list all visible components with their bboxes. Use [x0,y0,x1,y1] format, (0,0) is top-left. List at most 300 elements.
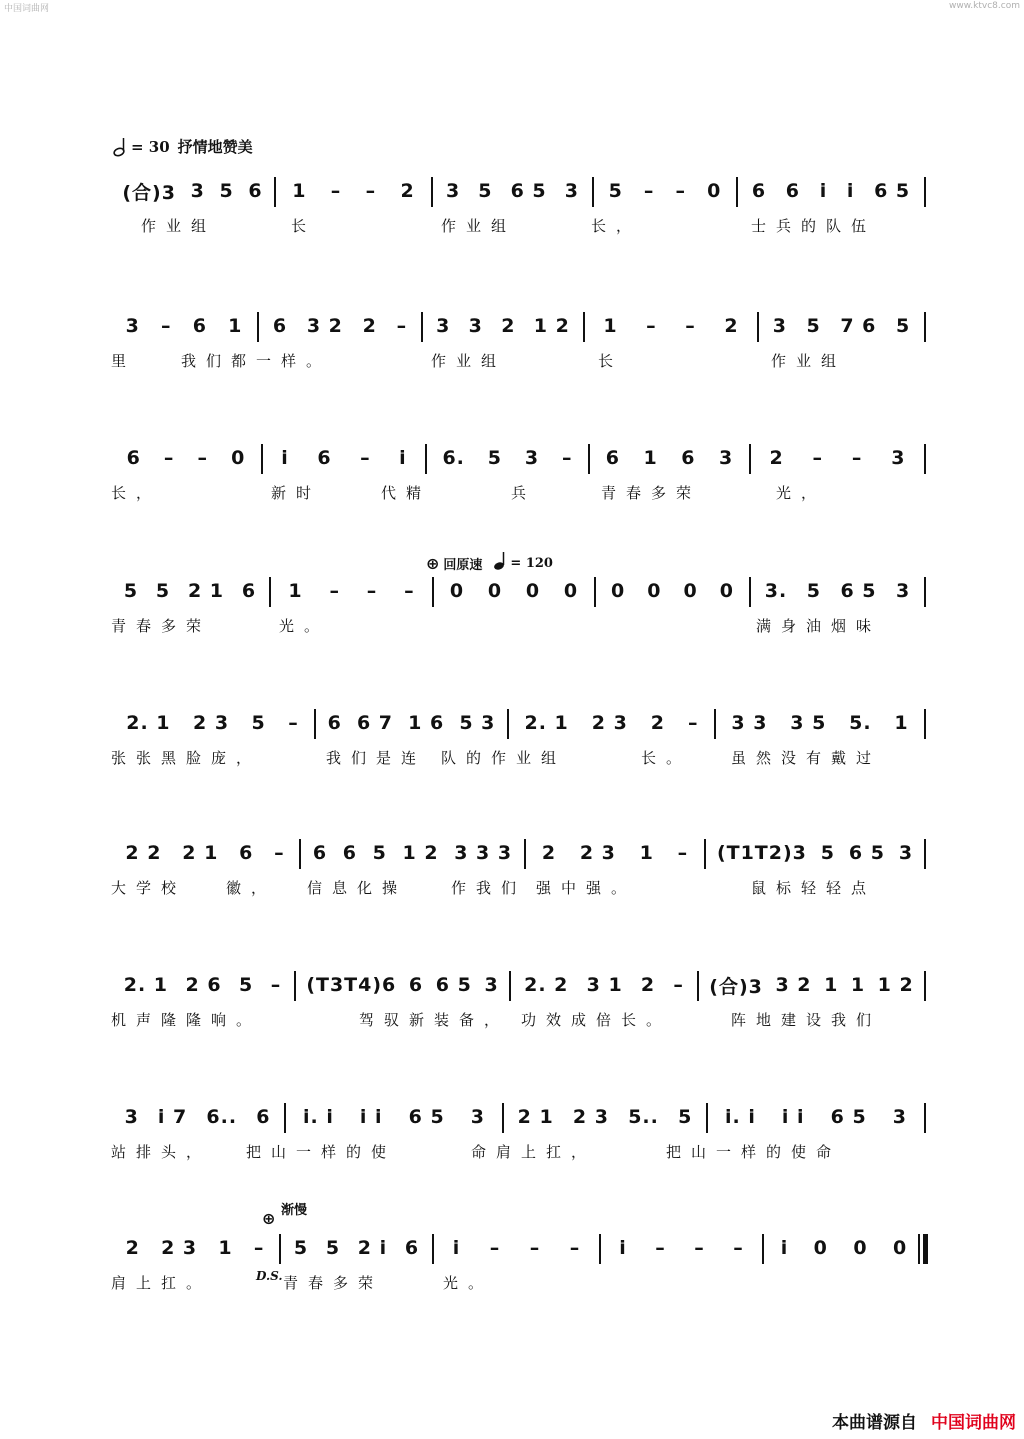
note-token: 6 [327,712,342,734]
note-token: 1 2 [877,974,914,996]
note-token: 2 [400,180,415,202]
segno-icon-2: ⊕ [262,1209,276,1228]
note-token: 2 [650,712,665,734]
measure [115,1228,275,1268]
measure [427,306,579,346]
note-token: – [643,180,655,202]
barline [592,177,594,207]
measure [438,1228,595,1268]
note-token: 5 [219,180,234,202]
notes-line [111,1228,926,1268]
note-token: 6 [256,1106,271,1128]
lyric-segment: 满身油烟味 [756,617,882,635]
barline [261,444,263,474]
expression-text: 抒情地赞美 [177,138,253,156]
barline [924,312,926,342]
segno-tempo-value: = 120 [510,555,553,571]
note-token: 2 [362,315,377,337]
barline [749,577,751,607]
note-token: 6 [241,580,257,602]
barline [588,444,590,474]
quarter-note-icon [494,551,506,575]
lyric-segment: 青春多荣 [111,617,212,635]
measure [710,833,920,873]
note-token: – [161,315,172,337]
note-token: 6 [605,447,620,469]
barline [284,1103,286,1133]
note-token: – [851,447,863,469]
notes-line [111,833,926,873]
note-token: 6. [442,447,465,469]
lyric-segment: 站排头， [111,1143,212,1161]
lyric-segment: 虽然没有戴过 [731,749,882,767]
lyric-segment: 肩上扛。 [111,1274,212,1292]
note-token: 5 [608,180,623,202]
barline [421,312,423,342]
note-token: 2. 1 [126,712,171,734]
lyric-segment: 作业组 [141,217,217,235]
note-token: 6 5 [830,1106,867,1128]
score-row [111,1097,926,1161]
note-token: 6 [126,447,141,469]
lyric-segment: 作我们 [451,879,527,897]
barline [299,839,301,869]
note-token: 6 5 [408,1106,445,1128]
note-token: 3 [484,974,499,996]
lyric-segment: 把山一样的使命 [666,1143,842,1161]
note-token: – [274,842,285,864]
note-token: 2. 2 [524,974,569,996]
lyric-segment: 我们是连 [326,749,427,767]
ds-mark: D.S. [256,1269,283,1283]
note-token: 6 [751,180,767,202]
notes-line [111,965,926,1005]
lyric-segment: 作业组 [771,352,847,370]
barline [257,312,259,342]
note-token: 3 2 [306,315,343,337]
note-token: i [846,180,855,202]
measure [508,1097,702,1137]
note-token: 5 3 [459,712,496,734]
note-token: – [687,712,699,734]
measure [275,571,428,611]
note-token: 3 [468,315,483,337]
note-token: – [673,974,684,996]
note-token: 2 3 [572,1106,609,1128]
note-token: 2. 1 [524,712,569,734]
note-token: 5 [895,315,911,337]
note-token: 5 [325,1237,341,1259]
measure [513,703,710,743]
measure [267,438,421,478]
footer-site-name: 中国词曲网 [931,1413,1016,1433]
lyric-segment: 队的作业组 [441,749,567,767]
lyric-segment: 兵 [511,484,537,502]
note-token: 5 [806,315,821,337]
note-token: – [529,1237,541,1259]
barline [762,1234,764,1264]
note-token: 3 [125,315,140,337]
measure [305,833,520,873]
barline [507,709,509,739]
score-row [111,306,926,370]
note-token: 1 [850,974,866,996]
note-token: 3 [896,580,911,602]
note-token: 6 5 [510,180,547,202]
final-barline-thin [918,1234,920,1264]
measure [115,438,257,478]
measure [115,703,310,743]
note-token: (T1T2)3 [716,842,807,864]
note-token: 0 [853,1237,868,1259]
note-token: – [562,447,573,469]
footer-source-text: 本曲谱源自 [832,1413,917,1433]
note-token: 1 6 [408,712,445,734]
notes-line [111,1097,926,1137]
lyric-segment: 长， [591,217,642,235]
barline [924,709,926,739]
measure [290,1097,498,1137]
note-token: 3 2 [775,974,812,996]
lyric-segment: 士兵的队伍 [751,217,877,235]
score-row [111,965,926,1029]
score-row [111,833,926,897]
barline [714,709,716,739]
note-token: 2 1 [182,842,219,864]
note-token: 6 [404,1237,420,1259]
note-token: 6 7 [356,712,393,734]
note-token: 6 [248,180,263,202]
note-token: 3 3 [731,712,768,734]
barline [704,839,706,869]
note-token: i [619,1237,627,1259]
barline [279,1234,281,1264]
note-token: 3 [470,1106,485,1128]
note-token: 3 [898,842,914,864]
lyric-segment: 代精 [381,484,432,502]
note-token: 1 [228,315,243,337]
lyric-segment: 里 [111,352,137,370]
measure [115,965,290,1005]
note-token: 3 [772,315,787,337]
note-token: 6 [681,447,696,469]
note-token: 0 [647,580,662,602]
barline [502,1103,504,1133]
note-token: 5. [849,712,872,734]
note-token: 2 6 [185,974,222,996]
note-token: 5 [487,447,503,469]
note-token: – [288,712,299,734]
measure [605,1228,758,1268]
note-token: – [396,315,408,337]
note-token: 1 [824,974,839,996]
measure [300,965,505,1005]
barline [599,1234,601,1264]
note-token: 3 5 [790,712,827,734]
barline [269,577,271,607]
lyric-segment: 鼠标轻轻点 [751,879,877,897]
note-token: i. i [303,1106,334,1128]
barline [757,312,759,342]
note-token: – [812,447,824,469]
measure [598,171,732,211]
note-token: 6 [408,974,424,996]
lyric-segment: 张张黑脸庞， [111,749,262,767]
note-token: 6 5 [840,580,877,602]
notes-line [111,571,926,611]
lyric-segment: 长。 [641,749,692,767]
note-token: 6.. [206,1106,238,1128]
note-token: – [366,580,378,602]
note-token: 2 [769,447,784,469]
note-token: 5 [678,1106,693,1128]
measure [320,703,503,743]
lyric-segment: 功效成倍长。 [521,1011,672,1029]
note-token: – [365,180,377,202]
note-token: – [360,447,371,469]
note-token: 3 [564,180,579,202]
tempo-value: = 30 [131,137,170,156]
lyric-segment: 光。 [443,1274,494,1292]
barline [425,444,427,474]
note-token: 6 5 [848,842,885,864]
lyric-segment: 把山一样的使 [246,1143,397,1161]
note-token: 0 [449,580,465,602]
lyric-segment: 长 [598,352,624,370]
note-token: 6 [342,842,357,864]
barline [294,971,296,1001]
note-token: 6 [239,842,254,864]
barline [706,1103,708,1133]
note-token: i [819,180,828,202]
note-token: 2 3 [192,712,230,734]
note-token: – [569,1237,581,1259]
note-token: 0 [525,580,541,602]
measure [594,438,745,478]
note-token: 0 [231,447,246,469]
note-token: 2 [541,842,557,864]
footer [832,1408,1016,1433]
note-token: i [399,447,407,469]
notes-line [111,438,926,478]
lyric-segment: 长 [291,217,317,235]
note-token: 1 [639,842,654,864]
lyric-segment: 新时 [271,484,322,502]
lyric-segment: 机声隆隆响。 [111,1011,262,1029]
barline [924,177,926,207]
note-token: (合)3 [122,181,176,204]
note-token: 2 [640,974,656,996]
note-token: (合)3 [709,975,763,998]
note-token: 1 [603,315,618,337]
note-token: 6 5 [435,974,472,996]
note-token: – [253,1237,265,1259]
note-token: i i [359,1106,383,1128]
note-token: 5 [239,974,254,996]
measure [115,571,265,611]
barline [594,577,596,607]
lyric-segment: 光， [776,484,827,502]
note-token: 2. 1 [123,974,169,996]
lyric-segment: 长， [111,484,162,502]
barline [432,1234,434,1264]
barline [432,577,434,607]
rit-text: 渐慢 [281,1203,308,1218]
note-token: 0 [683,580,698,602]
note-token: 3 [719,447,734,469]
note-token: 3 [436,315,451,337]
note-token: 3 [891,447,906,469]
measure [530,833,700,873]
lyric-segment: 命肩上扛， [471,1143,597,1161]
lyric-segment: 青春多荣 [601,484,702,502]
note-token: 6 [785,180,800,202]
note-token: 1 [894,712,909,734]
note-token: 3 [124,1106,139,1128]
note-token: 5.. [628,1106,659,1128]
note-token: – [404,580,415,602]
note-token: i [780,1237,789,1259]
note-token: 6 [272,315,288,337]
note-token: 5 [123,580,139,602]
note-token: 2 3 [161,1237,198,1259]
lyric-segment: 我们都一样。 [181,352,332,370]
measure [263,306,417,346]
note-token: i [281,447,289,469]
measure [431,438,584,478]
barline [274,177,276,207]
note-token: 3 [446,180,461,202]
final-barline-thick [923,1234,928,1264]
lyric-segment: 大学校 [111,879,187,897]
note-token: – [646,315,657,337]
note-token: 7 6 [840,315,877,337]
barline [749,444,751,474]
measure [115,833,295,873]
note-token: – [330,180,342,202]
note-token: i 7 [157,1106,188,1128]
note-token: – [197,447,209,469]
note-token: (T3T4)6 [306,974,397,996]
measure [755,571,920,611]
half-note-icon [113,137,127,157]
note-token: 2 i [357,1237,388,1259]
barline [924,577,926,607]
segno-tempo-mark [426,551,553,575]
note-token: i. i [725,1106,756,1128]
measure [763,306,920,346]
note-token: – [329,580,340,602]
barline [509,971,511,1001]
score-row [111,171,926,235]
lyric-segment: 作业组 [431,352,507,370]
note-token: 3 [524,447,540,469]
segno-icon: ⊕ [426,553,440,573]
barline [924,444,926,474]
lyric-segment: 光。 [279,617,330,635]
note-token: 5 [478,180,493,202]
score-row [111,571,926,635]
measure [712,1097,920,1137]
note-token: – [270,974,282,996]
measure [703,965,920,1005]
note-token: 2 [724,315,739,337]
lyric-segment: 青春多荣 [283,1274,384,1292]
barline [736,177,738,207]
barline [924,839,926,869]
note-token: 1 [643,447,658,469]
note-token: 2 3 [591,712,628,734]
notes-line [111,306,926,346]
measure [115,306,253,346]
note-token: 5 [155,580,171,602]
note-token: 3 [190,180,205,202]
note-token: – [685,315,696,337]
note-token: 0 [893,1237,908,1259]
measure [720,703,920,743]
measure [589,306,753,346]
note-token: – [655,1237,666,1259]
note-token: 1 [218,1237,233,1259]
barline [924,971,926,1001]
note-token: – [489,1237,501,1259]
note-token: 0 [719,580,734,602]
watermark-left: 中国词曲网 [4,4,50,14]
note-token: i i [781,1106,805,1128]
note-token: 1 2 [402,842,439,864]
barline [697,971,699,1001]
note-token: 0 [611,580,626,602]
lyric-segment: 强中强。 [536,879,637,897]
note-token: 3 [892,1106,907,1128]
measure [515,965,693,1005]
measure [115,1097,280,1137]
score-row [111,438,926,502]
note-token: 6 [192,315,207,337]
note-token: 5 [293,1237,309,1259]
measure [438,571,590,611]
barline [431,177,433,207]
note-token: i [452,1237,461,1259]
note-token: – [733,1237,744,1259]
note-token: 0 [813,1237,828,1259]
measure [755,438,920,478]
measure [742,171,920,211]
watermark-right: www.ktvc8.com [949,1,1020,11]
note-token: 0 [563,580,579,602]
notes-line [111,703,926,743]
note-token: 3 1 [586,974,623,996]
barline [524,839,526,869]
segno-tempo-text: 回原速 [443,557,483,573]
measure [600,571,745,611]
note-token: 5 [372,842,387,864]
note-token: 2 1 [187,580,225,602]
barline [924,1103,926,1133]
note-token: 1 2 [533,315,570,337]
note-token: – [675,180,687,202]
note-token: 6 [312,842,328,864]
barline [314,709,316,739]
note-token: 6 5 [874,180,911,202]
note-token: 2 [501,315,516,337]
note-token: 5 [251,712,266,734]
score-row [111,703,926,767]
tempo-marking [113,136,253,157]
note-token: 1 [292,180,307,202]
measure [280,171,427,211]
note-token: – [677,842,689,864]
